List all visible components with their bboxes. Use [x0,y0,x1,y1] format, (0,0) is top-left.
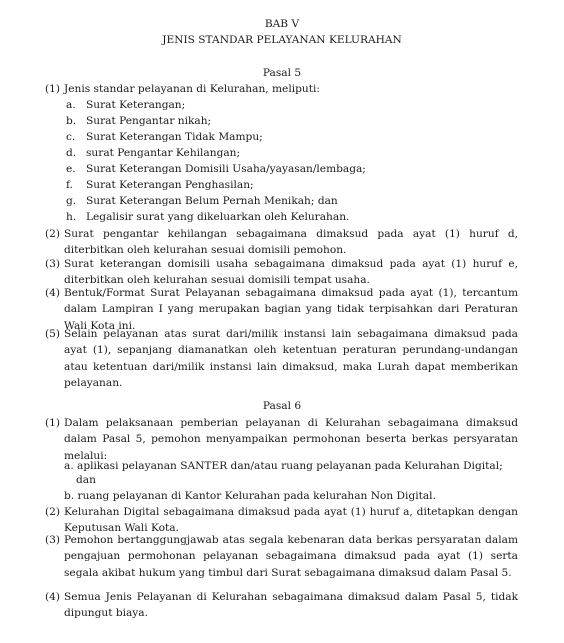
list-item: surat Pengantar Kehilangan; [86,147,241,159]
list-item-letter: b. [66,115,77,127]
list-item-letter: g. [66,195,77,207]
chapter-heading: BAB V [264,18,300,30]
list-item: b. ruang pelayanan di Kantor Kelurahan pada kelurahan Non Digital. [64,490,436,502]
pasal-6-ayat-4-number: (4) [45,591,61,603]
pasal-6-title: Pasal 6 [262,400,302,412]
pasal-6-ayat-2-number: (2) [45,506,61,518]
pasal-5-ayat-1-text: Jenis standar pelayanan di Kelurahan, meliputi: [64,83,320,95]
list-item-letter: e. [66,163,76,175]
pasal-6-ayat-3-number: (3) [45,534,61,546]
pasal-5-title: Pasal 5 [262,67,302,79]
list-item-letter: c. [66,131,76,143]
pasal-5-ayat-4-number: (4) [45,287,61,299]
pasal-5-ayat-3-number: (3) [45,258,61,270]
list-item: Surat Keterangan Tidak Mampu; [86,131,263,143]
pasal-6-ayat-3-text: Pemohon bertanggungjawab atas segala kebenaran data berkas persyaratan dalam pengajuan permohonan pelayanan sebagaimana dimaksud pada ayat (1) serta segala akibat hukum yang timbul dari Surat sebagaimana dimaksud dalam Pasal 5. [64,534,518,579]
pasal-6-ayat-4-text: Semua Jenis Pelayanan di Kelurahan sebagaimana dimaksud dalam Pasal 5, tidak dipungut biaya. [64,591,518,620]
list-item: Surat Keterangan Domisili Usaha/yayasan/lembaga; [86,163,366,175]
list-item: a. aplikasi pelayanan SANTER dan/atau ruang pelayanan pada Kelurahan Digital; [64,460,503,472]
list-item-continuation: dan [76,474,96,486]
pasal-5-ayat-3-text: Surat keterangan domisili usaha sebagaimana dimaksud pada ayat (1) huruf e, diterbitkan oleh kelurahan sesuai domisili tempat usaha. [64,258,518,287]
pasal-6-ayat-1-text: Dalam pelaksanaan pemberian pelayanan di Kelurahan sebagaimana dimaksud dalam Pasal 5, pemohon menyampaikan permohonan beserta berkas persyaratan melalui: [64,417,518,462]
list-item-letter: f. [66,179,73,191]
list-item: Surat Keterangan Penghasilan; [86,179,254,191]
list-item-letter: h. [66,211,77,223]
pasal-5-ayat-2-text: Surat pengantar kehilangan sebagaimana dimaksud pada ayat (1) huruf d, diterbitkan oleh kelurahan sesuai domisili pemohon. [64,228,518,257]
pasal-5-ayat-5-number: (5) [45,328,61,340]
list-item-letter: d. [66,147,77,159]
list-item: Surat Pengantar nikah; [86,115,212,127]
list-item: Surat Keterangan; [86,99,186,111]
chapter-title: JENIS STANDAR PELAYANAN KELURAHAN [162,34,402,46]
pasal-5-ayat-5-text: Selain pelayanan atas surat dari/milik instansi lain sebagaimana dimaksud pada ayat (1), sepanjang diamanatkan oleh ketentuan peraturan perundang-undangan atau ketentuan dari/milik instansi lain dimaksud, maka Lurah dapat memberikan pelayanan. [64,328,518,389]
pasal-5-ayat-1-number: (1) [45,83,61,95]
list-item-letter: a. [66,99,76,111]
list-item: Legalisir surat yang dikeluarkan oleh Kelurahan. [86,211,350,223]
pasal-6-ayat-2-text: Kelurahan Digital sebagaimana dimaksud pada ayat (1) huruf a, ditetapkan dengan Keputusan Wali Kota. [64,506,518,535]
pasal-5-ayat-4-text: Bentuk/Format Surat Pelayanan sebagaimana dimaksud pada ayat (1), tercantum dalam Lampiran I yang merupakan bagian yang tidak terpisahkan dari Peraturan Wali Kota ini. [64,287,518,332]
pasal-5-ayat-2-number: (2) [45,228,61,240]
list-item: Surat Keterangan Belum Pernah Menikah; dan [86,195,338,207]
pasal-6-ayat-1-number: (1) [45,417,61,429]
